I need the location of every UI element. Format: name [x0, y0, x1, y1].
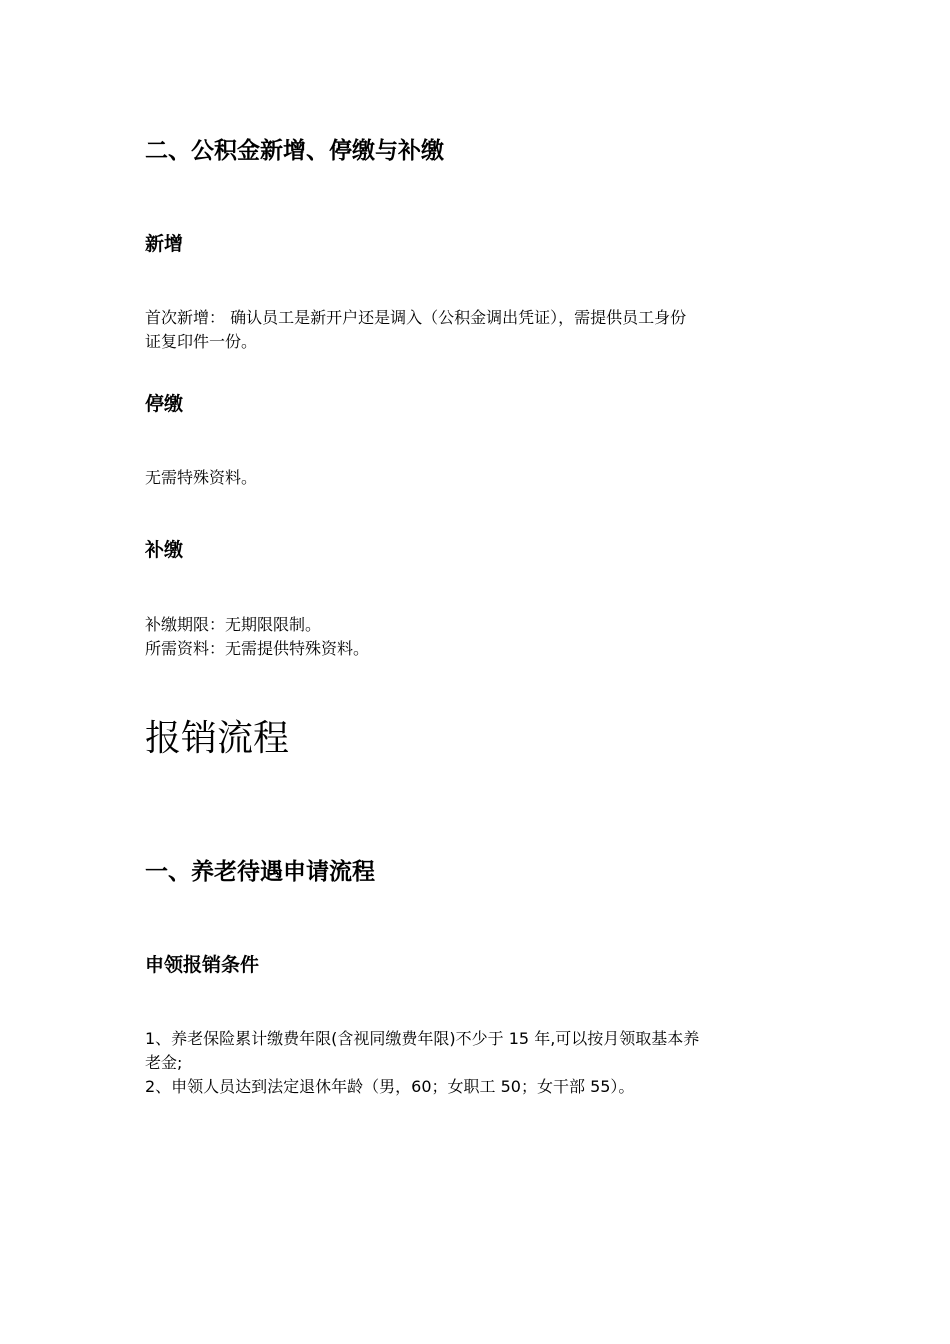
- subheading-stop: 停缴: [145, 393, 184, 415]
- section-heading-housing-fund: 二、公积金新增、停缴与补缴: [145, 138, 444, 164]
- paragraph-stop: 无需特殊资料。: [145, 468, 258, 487]
- paragraph-supplement-line-2: 所需资料：无需提供特殊资料。: [145, 639, 370, 658]
- paragraph-conditions-line-2: 老金;: [145, 1053, 183, 1072]
- paragraph-add-line-2: 证复印件一份。: [145, 332, 258, 351]
- section-heading-pension: 一、养老待遇申请流程: [145, 859, 375, 885]
- paragraph-conditions: [145, 1027, 810, 1099]
- paragraph-conditions-line-3: 2、申领人员达到法定退休年龄（男，60；女职工 50；女干部 55）。: [145, 1077, 635, 1096]
- title-reimbursement-process: 报销流程: [145, 718, 290, 759]
- paragraph-add: [145, 306, 810, 354]
- paragraph-conditions-line-1: 1、养老保险累计缴费年限(含视同缴费年限)不少于 15 年,可以按月领取基本养: [145, 1029, 700, 1048]
- subheading-supplement: 补缴: [145, 539, 184, 561]
- subheading-add: 新增: [145, 233, 184, 255]
- paragraph-supplement-line-1: 补缴期限：无期限限制。: [145, 615, 322, 634]
- paragraph-add-line-1: 首次新增： 确认员工是新开户还是调入（公积金调出凭证），需提供员工身份: [145, 308, 687, 327]
- subheading-conditions: 申领报销条件: [145, 954, 260, 976]
- paragraph-supplement: [145, 613, 810, 661]
